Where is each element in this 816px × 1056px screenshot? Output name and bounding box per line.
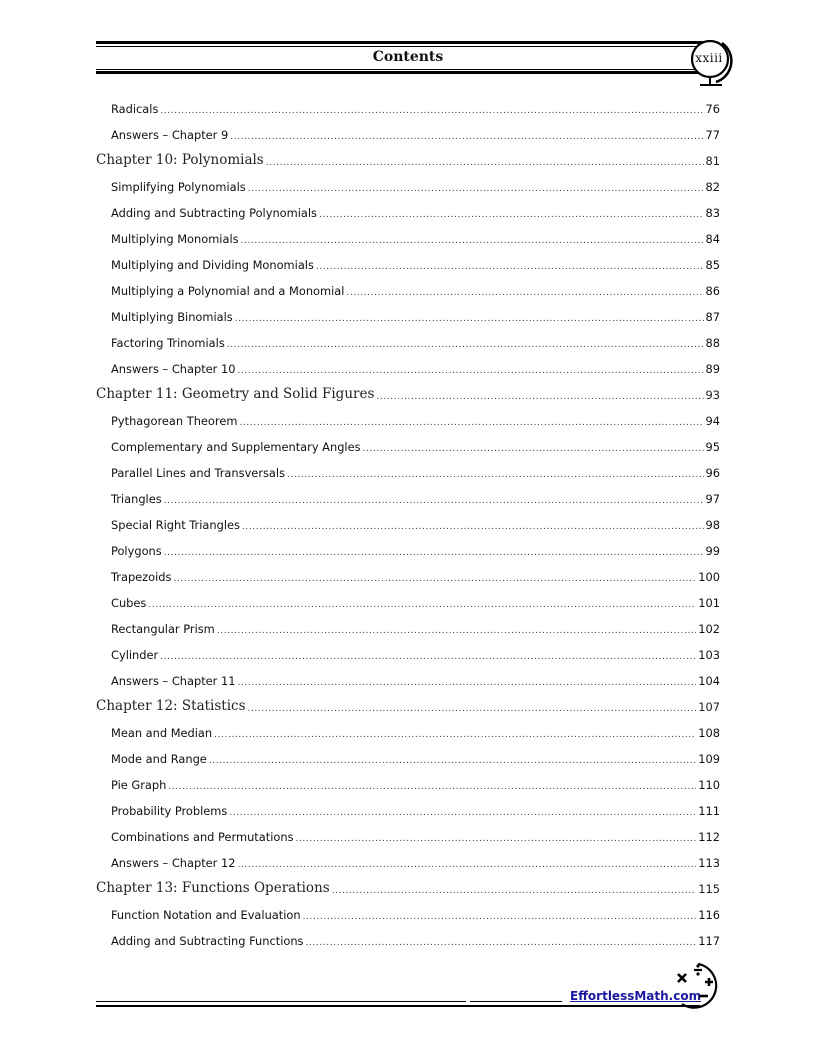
toc-entry-row[interactable]	[96, 819, 720, 845]
toc-entry-row[interactable]	[96, 247, 720, 273]
toc-entry-page: 87	[705, 310, 720, 324]
dot-leader	[148, 600, 696, 610]
toc-entry-row[interactable]	[96, 923, 720, 949]
toc-entry-page: 93	[705, 388, 720, 402]
toc-entry-page: 113	[698, 856, 720, 870]
toc-entry-title: Radicals	[111, 102, 159, 116]
toc-entry-page: 77	[705, 128, 720, 142]
toc-entry-row[interactable]	[96, 91, 720, 117]
toc-entry-title: Mode and Range	[111, 752, 207, 766]
dot-leader	[209, 756, 696, 766]
toc-entry-row[interactable]	[96, 273, 720, 299]
toc-entry-row[interactable]	[96, 559, 720, 585]
toc-entry-page: 84	[705, 232, 720, 246]
toc-entry-row[interactable]	[96, 715, 720, 741]
footer-rule-thin	[96, 1001, 466, 1002]
toc-entry-row[interactable]	[96, 533, 720, 559]
dot-leader	[164, 496, 704, 506]
toc-entry-page: 115	[698, 882, 720, 896]
toc-entry-page: 98	[705, 518, 720, 532]
toc-entry-title: Chapter 10: Polynomials	[96, 152, 264, 168]
toc-entry-title: Triangles	[111, 492, 162, 506]
toc-entry-page: 94	[705, 414, 720, 428]
toc-entry-page: 97	[705, 492, 720, 506]
math-operators-icon	[668, 960, 722, 1010]
toc-entry-row[interactable]	[96, 585, 720, 611]
toc-entry-title: Simplifying Polynomials	[111, 180, 246, 194]
toc-entry-page: 81	[705, 154, 720, 168]
toc-entry-row[interactable]	[96, 117, 720, 143]
toc-entry-row[interactable]	[96, 351, 720, 377]
toc-entry-title: Multiplying and Dividing Monomials	[111, 258, 314, 272]
toc-entry-title: Adding and Subtracting Functions	[111, 934, 304, 948]
dot-leader	[266, 158, 704, 168]
dot-leader	[164, 548, 704, 558]
dot-leader	[346, 288, 703, 298]
toc-entry-row[interactable]	[96, 299, 720, 325]
toc-entry-row[interactable]	[96, 429, 720, 455]
toc-entry-title: Chapter 13: Functions Operations	[96, 880, 330, 896]
page-number: xxiii	[695, 51, 723, 65]
dot-leader	[160, 106, 703, 116]
toc-entry-row[interactable]	[96, 845, 720, 871]
header-rule-bottom	[96, 71, 704, 74]
dot-leader	[306, 938, 697, 948]
toc-entry-title: Cubes	[111, 596, 147, 610]
toc-entry-page: 83	[705, 206, 720, 220]
toc-entry-page: 116	[698, 908, 720, 922]
toc-entry-page: 101	[698, 596, 720, 610]
toc-entry-page: 95	[705, 440, 720, 454]
dot-leader	[217, 626, 696, 636]
toc-entry-page: 82	[705, 180, 720, 194]
toc-entry-row[interactable]	[96, 325, 720, 351]
site-link[interactable]: EffortlessMath.com	[570, 989, 702, 1003]
dot-leader	[239, 418, 703, 428]
toc-entry-page: 76	[705, 102, 720, 116]
toc-entry-page: 108	[698, 726, 720, 740]
footer-rule-thin-right	[470, 1001, 562, 1002]
page-title: Contents	[372, 49, 444, 65]
toc-entry-row[interactable]	[96, 793, 720, 819]
toc-entry-page: 104	[698, 674, 720, 688]
toc-entry-page: 99	[705, 544, 720, 558]
toc-entry-title: Chapter 12: Statistics	[96, 698, 246, 714]
toc-entry-row[interactable]	[96, 403, 720, 429]
toc-entry-page: 111	[698, 804, 720, 818]
toc-entry-title: Trapezoids	[111, 570, 172, 584]
toc-entry-page: 117	[698, 934, 720, 948]
toc-entry-title: Multiplying Binomials	[111, 310, 233, 324]
toc-entry-title: Mean and Median	[111, 726, 213, 740]
dot-leader	[241, 236, 704, 246]
dot-leader	[230, 132, 703, 142]
toc-entry-title: Chapter 11: Geometry and Solid Figures	[96, 386, 375, 402]
toc-chapter-row[interactable]	[96, 689, 720, 715]
dot-leader	[332, 886, 697, 896]
dot-leader	[237, 860, 696, 870]
toc-entry-page: 85	[705, 258, 720, 272]
dot-leader	[214, 730, 696, 740]
header-rule-top	[96, 41, 704, 44]
header-rule-top-thin	[96, 46, 704, 47]
dot-leader	[237, 678, 696, 688]
toc-entry-page: 86	[705, 284, 720, 298]
footer-rule	[96, 1005, 700, 1007]
toc-entry-page: 107	[698, 700, 720, 714]
toc-entry-page: 89	[705, 362, 720, 376]
dot-leader	[296, 834, 697, 844]
toc-entry-page: 102	[698, 622, 720, 636]
toc-chapter-row[interactable]	[96, 143, 720, 169]
toc-entry-row[interactable]	[96, 221, 720, 247]
toc-entry-page: 103	[698, 648, 720, 662]
table-of-contents	[96, 91, 720, 949]
dot-leader	[363, 444, 704, 454]
dot-leader	[303, 912, 697, 922]
dot-leader	[319, 210, 704, 220]
toc-entry-title: Function Notation and Evaluation	[111, 908, 301, 922]
toc-entry-title: Cylinder	[111, 648, 159, 662]
dot-leader	[242, 522, 704, 532]
toc-entry-page: 109	[698, 752, 720, 766]
toc-entry-row[interactable]	[96, 195, 720, 221]
toc-entry-title: Special Right Triangles	[111, 518, 240, 532]
toc-entry-title: Combinations and Permutations	[111, 830, 294, 844]
toc-entry-row[interactable]	[96, 481, 720, 507]
toc-entry-row[interactable]	[96, 169, 720, 195]
toc-entry-title: Pie Graph	[111, 778, 167, 792]
toc-entry-title: Answers – Chapter 10	[111, 362, 236, 376]
toc-entry-row[interactable]	[96, 741, 720, 767]
toc-entry-row[interactable]	[96, 897, 720, 923]
dot-leader	[235, 314, 704, 324]
toc-entry-row[interactable]	[96, 767, 720, 793]
toc-entry-page: 110	[698, 778, 720, 792]
toc-entry-row[interactable]	[96, 611, 720, 637]
toc-chapter-row[interactable]	[96, 377, 720, 403]
toc-entry-title: Rectangular Prism	[111, 622, 215, 636]
toc-chapter-row[interactable]	[96, 871, 720, 897]
toc-entry-title: Pythagorean Theorem	[111, 414, 238, 428]
dot-leader	[160, 652, 696, 662]
dot-leader	[227, 340, 704, 350]
toc-entry-title: Parallel Lines and Transversals	[111, 466, 286, 480]
toc-entry-row[interactable]	[96, 663, 720, 689]
dot-leader	[248, 704, 697, 714]
dot-leader	[376, 392, 703, 402]
dot-leader	[229, 808, 696, 818]
dot-leader	[168, 782, 696, 792]
dot-leader	[316, 262, 704, 272]
toc-entry-page: 88	[705, 336, 720, 350]
toc-entry-page: 112	[698, 830, 720, 844]
dot-leader	[287, 470, 703, 480]
toc-entry-title: Answers – Chapter 12	[111, 856, 236, 870]
toc-entry-title: Factoring Trinomials	[111, 336, 225, 350]
toc-entry-title: Multiplying a Polynomial and a Monomial	[111, 284, 345, 298]
toc-entry-title: Adding and Subtracting Polynomials	[111, 206, 317, 220]
toc-entry-page: 96	[705, 466, 720, 480]
toc-entry-title: Answers – Chapter 9	[111, 128, 229, 142]
toc-entry-row[interactable]	[96, 637, 720, 663]
dot-leader	[248, 184, 704, 194]
dot-leader	[237, 366, 703, 376]
toc-entry-title: Polygons	[111, 544, 162, 558]
toc-entry-row[interactable]	[96, 455, 720, 481]
dot-leader	[173, 574, 696, 584]
header-rule-bottom-thin	[96, 69, 704, 70]
toc-entry-title: Probability Problems	[111, 804, 228, 818]
toc-entry-title: Complementary and Supplementary Angles	[111, 440, 361, 454]
toc-entry-row[interactable]	[96, 507, 720, 533]
toc-entry-title: Answers – Chapter 11	[111, 674, 236, 688]
toc-entry-page: 100	[698, 570, 720, 584]
toc-entry-title: Multiplying Monomials	[111, 232, 239, 246]
